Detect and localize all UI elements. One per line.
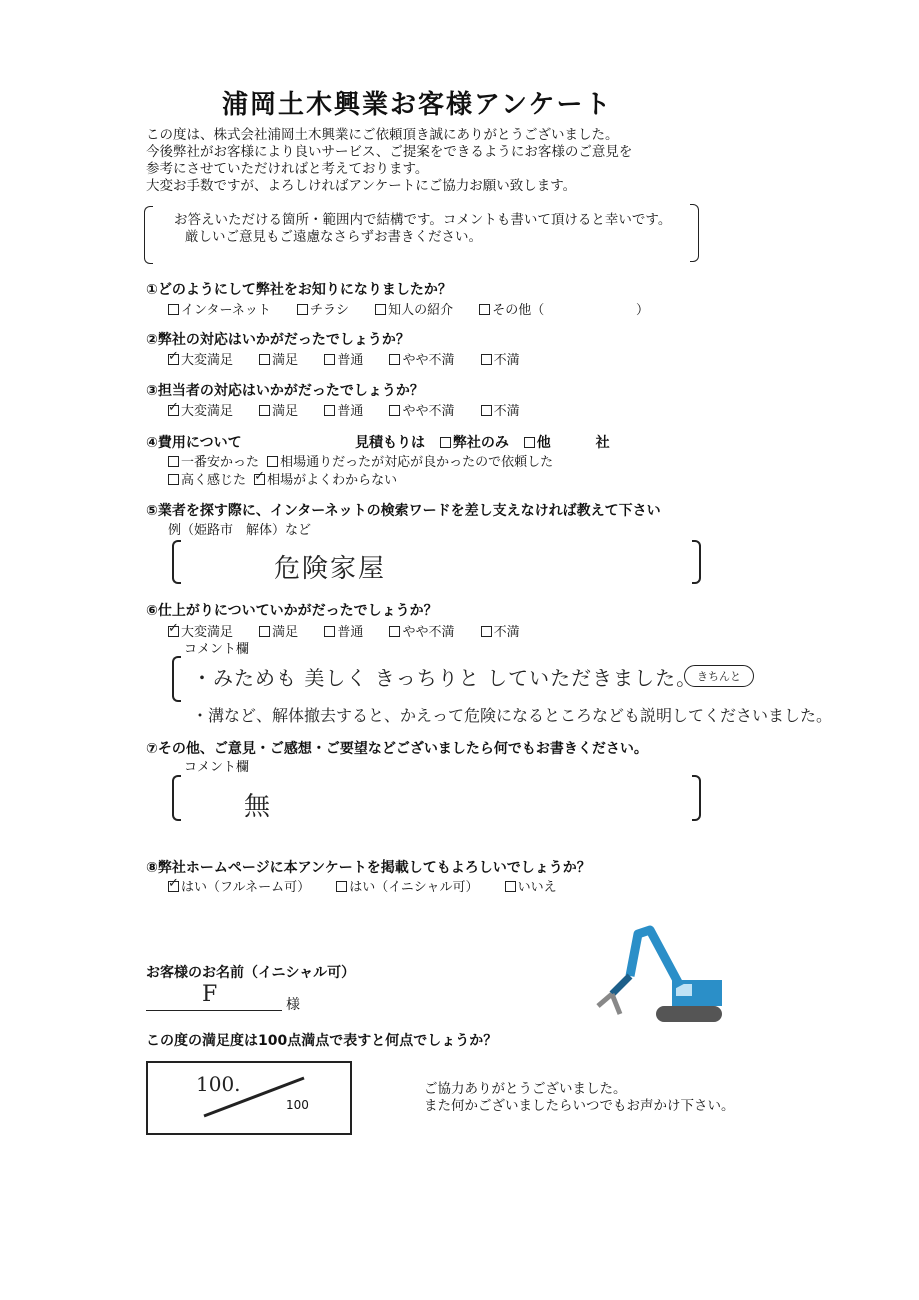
checkbox[interactable] [481, 405, 492, 416]
notice-bracket-right [690, 204, 699, 262]
q6-comment-label: コメント欄 [184, 642, 250, 657]
checkbox[interactable] [259, 626, 270, 637]
q4-estimate: 見積もりは 弊社のみ 他 社 [355, 435, 610, 451]
intro-line: 参考にさせていただければと考えております。 [146, 161, 429, 177]
checkbox[interactable] [297, 304, 308, 315]
closing-line: ご協力ありがとうございました。 [424, 1081, 627, 1097]
q2-option[interactable]: ✓大変満足 [168, 353, 233, 368]
q8-label: ⑧弊社ホームページに本アンケートを掲載してもよろしいでしょうか？ [146, 860, 591, 876]
checkbox[interactable] [505, 881, 516, 892]
name-label: お客様のお名前（イニシャル可） [146, 965, 356, 981]
q4-estimate-option[interactable]: 弊社のみ [440, 435, 509, 451]
notice-bracket-left [144, 206, 153, 264]
q6-option[interactable]: 不満 [481, 625, 520, 640]
q2-option[interactable]: 不満 [481, 353, 520, 368]
closing-text [424, 1081, 735, 1115]
checkbox[interactable] [168, 405, 179, 416]
checkbox[interactable] [440, 437, 451, 448]
q5-example: 例（姫路市 解体）など [168, 523, 312, 538]
q3-option[interactable]: ✓大変満足 [168, 404, 233, 419]
excavator-arm [612, 976, 630, 994]
checkbox[interactable] [336, 881, 347, 892]
intro-text [146, 127, 632, 195]
q4-estimate-option[interactable]: 他 [524, 435, 551, 451]
q3-option[interactable]: 普通 [324, 404, 363, 419]
checkbox[interactable] [168, 354, 179, 365]
q6-option[interactable]: 普通 [324, 625, 363, 640]
q4-label: ④費用について [146, 435, 242, 451]
checkbox[interactable] [524, 437, 535, 448]
checkbox[interactable] [254, 474, 265, 485]
checkbox[interactable] [389, 626, 400, 637]
q3-options [168, 400, 520, 419]
checkbox[interactable] [481, 354, 492, 365]
q7-label: ⑦その他、ご意見・ご感想・ご要望などございましたら何でもお書きください。 [146, 741, 648, 757]
checkbox[interactable] [479, 304, 490, 315]
score-value: 100. [196, 1072, 241, 1096]
q6-option[interactable]: やや不満 [389, 625, 454, 640]
q8-option[interactable]: ✓はい（フルネーム可） [168, 880, 310, 895]
notice-line: 厳しいご意見もご遠慮なさらずお書きください。 [185, 229, 482, 245]
notice-line: お答えいただける箇所・範囲内で結構です。コメントも書いて頂けると幸いです。 [174, 212, 672, 228]
intro-line: 大変お手数ですが、よろしければアンケートにご協力お願い致します。 [146, 178, 577, 194]
q2-option[interactable]: やや不満 [389, 353, 454, 368]
checkbox[interactable] [389, 354, 400, 365]
q1-other-close: ） [636, 303, 650, 318]
q4-option[interactable]: 一番安かった [168, 455, 259, 470]
name-value: F [202, 982, 218, 1007]
page-title: 浦岡土木興業お客様アンケート [222, 90, 613, 120]
q2-option[interactable]: 普通 [324, 353, 363, 368]
name-line [146, 1010, 282, 1011]
q5-bracket-right [692, 540, 701, 584]
q5-bracket-left [172, 540, 181, 584]
excavator-track [656, 1006, 722, 1022]
q4-option[interactable]: 相場通りだったが対応が良かったので依頼した [267, 455, 553, 470]
checkbox[interactable] [324, 626, 335, 637]
score-label: この度の満足度は100点満点で表すと何点でしょうか？ [146, 1033, 498, 1049]
q1-option[interactable]: インターネット [168, 303, 271, 318]
q6-option[interactable]: ✓大変満足 [168, 625, 233, 640]
q1-option[interactable]: 知人の紹介 [375, 303, 453, 318]
q1-label: ①どのようにして弊社をお知りになりましたか？ [146, 282, 452, 298]
checkbox[interactable] [168, 881, 179, 892]
checkbox[interactable] [168, 304, 179, 315]
checkbox[interactable] [375, 304, 386, 315]
q3-label: ③担当者の対応はいかがだったでしょうか？ [146, 383, 424, 399]
q7-bracket-right [692, 775, 701, 821]
checkbox[interactable] [324, 354, 335, 365]
score-max: 100 [286, 1098, 309, 1112]
q2-label: ②弊社の対応はいかがだったでしょうか？ [146, 332, 410, 348]
q4-row1 [168, 451, 553, 470]
closing-line: また何かございましたらいつでもお声かけ下さい。 [424, 1098, 735, 1114]
q2-option[interactable]: 満足 [259, 353, 298, 368]
intro-line: この度は、株式会社浦岡土木興業にご依頼頂き誠にありがとうございました。 [146, 127, 619, 143]
q7-comment-label: コメント欄 [184, 760, 250, 775]
checkbox[interactable] [168, 456, 179, 467]
checkbox[interactable] [259, 354, 270, 365]
q4-option[interactable]: ✓ 相場がよくわからない [254, 473, 397, 488]
q6-comment-line1: ・みためも 美しく きっちりと していただきました。 [192, 666, 698, 690]
q6-option[interactable]: 満足 [259, 625, 298, 640]
q6-label: ⑥仕上がりについていかがだったでしょうか？ [146, 603, 438, 619]
q7-answer: 無 [244, 792, 271, 822]
checkbox[interactable] [481, 626, 492, 637]
q6-comment-insert: きちんと [684, 665, 754, 687]
checkbox[interactable] [259, 405, 270, 416]
q8-option[interactable]: はい（イニシャル可） [336, 880, 478, 895]
q6-bracket-left [172, 656, 181, 702]
excavator-illustration [590, 920, 740, 1028]
name-suffix: 様 [286, 997, 300, 1013]
q4-row2 [168, 469, 397, 488]
checkbox[interactable] [389, 405, 400, 416]
q7-bracket-left [172, 775, 181, 821]
intro-line: 今後弊社がお客様により良いサービス、ご提案をできるようにお客様のご意見を [146, 144, 633, 160]
q3-option[interactable]: やや不満 [389, 404, 454, 419]
q8-options [168, 876, 557, 895]
q3-option[interactable]: 満足 [259, 404, 298, 419]
checkbox[interactable] [324, 405, 335, 416]
q4-option[interactable]: 高く感じた [168, 473, 246, 488]
checkbox[interactable] [168, 474, 179, 485]
checkbox[interactable] [168, 626, 179, 637]
q1-option[interactable]: その他（ [479, 303, 544, 318]
q8-option[interactable]: いいえ [505, 880, 557, 895]
checkbox[interactable] [267, 456, 278, 467]
q3-option[interactable]: 不満 [481, 404, 520, 419]
q1-option[interactable]: チラシ [297, 303, 349, 318]
excavator-boom [630, 930, 680, 986]
q5-label: ⑤業者を探す際に、インターネットの検索ワードを差し支えなければ教えて下さい [146, 503, 661, 519]
excavator-claw [598, 994, 620, 1014]
q2-options [168, 349, 520, 368]
q6-comment-line2: ・溝など、解体撤去すると、かえって危険になるところなども説明してくださいました。 [192, 706, 833, 725]
q1-options [168, 299, 544, 318]
notice-text [174, 212, 671, 246]
q5-answer: 危険家屋 [274, 554, 387, 584]
